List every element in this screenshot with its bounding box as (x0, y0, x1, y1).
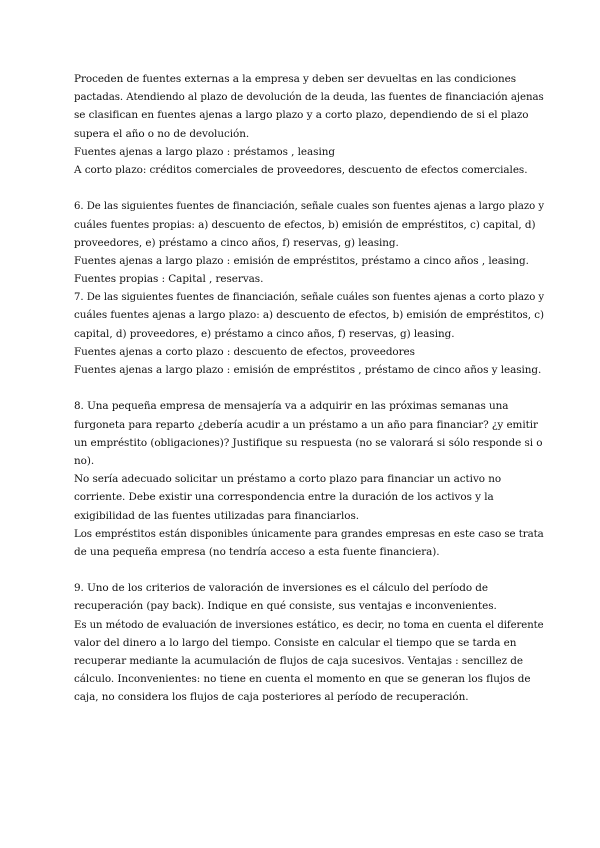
text-line: Fuentes ajenas a largo plazo : emisión de empréstitos, préstamo a cinco años , leasing. (74, 254, 529, 267)
text-line: 8. Una pequeña empresa de mensajería va a adquirir en las próximas semanas una (74, 400, 509, 413)
text-line: 6. De las siguientes fuentes de financiación, señale cuales son fuentes ajenas a largo plazo y (74, 200, 545, 213)
text-line: Fuentes ajenas a largo plazo : emisión de empréstitos , préstamo de cinco años y leasing. (74, 364, 542, 376)
question-8 (74, 397, 544, 561)
text-line: Fuentes ajenas a largo plazo : préstamos , leasing (74, 145, 335, 158)
document-page (74, 70, 544, 707)
text-line: valor del dinero a lo largo del tiempo. Consiste en calcular el tiempo que se tarda en (74, 636, 517, 649)
text-line: Los empréstitos están disponibles únicamente para grandes empresas en este caso se trata (74, 527, 544, 540)
question-9 (74, 579, 544, 706)
text-line: recuperación (pay back). Indique en qué consiste, sus ventajas e inconvenientes. (74, 600, 497, 613)
question-6 (74, 197, 544, 288)
text-line: cuáles fuentes propias: a) descuento de efectos, b) emisión de empréstitos, c) capital, d) (74, 218, 536, 231)
text-line: proveedores, e) préstamo a cinco años, f) reservas, g) leasing. (74, 236, 399, 249)
text-line: Es un método de evaluación de inversiones estático, es decir, no toma en cuenta el diferente (74, 618, 544, 631)
text-line: corriente. Debe existir una correspondencia entre la duración de los activos y la (74, 491, 494, 504)
text-line: pactadas. Atendiendo al plazo de devolución de la deuda, las fuentes de financiación ajenas (74, 91, 544, 104)
intro-paragraph (74, 70, 544, 179)
paragraph-gap (74, 561, 544, 579)
text-line: recuperar mediante la acumulación de flujos de caja sucesivos. Ventajas : sencillez de (74, 655, 523, 667)
text-line: No sería adecuado solicitar un préstamo a corto plazo para financiar un activo no (74, 473, 502, 486)
text-line: furgoneta para reparto ¿debería acudir a un préstamo a un año para financiar? ¿y emitir (74, 418, 538, 431)
text-line: no). (74, 454, 95, 467)
paragraph-gap (74, 179, 544, 197)
text-line: supera el año o no de devolución. (74, 127, 250, 140)
text-line: exigibilidad de las fuentes utilizadas para financiarlos. (74, 509, 360, 522)
text-line: cuáles fuentes ajenas a largo plazo: a) descuento de efectos, b) emisión de empréstitos, c) (74, 309, 545, 322)
text-line: se clasifican en fuentes ajenas a largo plazo y a corto plazo, dependiendo de si el plazo (74, 109, 529, 122)
text-line: cálculo. Inconvenientes: no tiene en cuenta el momento en que se generan los flujos de (74, 673, 531, 686)
text-line: un empréstito (obligaciones)? Justifique su respuesta (no se valorará si sólo responde si o (74, 436, 543, 449)
text-line: caja, no considera los flujos de caja posteriores al período de recuperación. (74, 691, 469, 704)
text-line: Fuentes propias : Capital , reservas. (74, 273, 264, 286)
text-line: 9. Uno de los criterios de valoración de inversiones es el cálculo del período de (74, 582, 488, 595)
question-7 (74, 288, 544, 379)
text-line: capital, d) proveedores, e) préstamo a cinco años, f) reservas, g) leasing. (74, 327, 455, 340)
text-line: de una pequeña empresa (no tendría acceso a esta fuente financiera). (74, 545, 440, 558)
text-line: A corto plazo: créditos comerciales de proveedores, descuento de efectos comerciales. (74, 163, 528, 176)
text-line: Fuentes ajenas a corto plazo : descuento de efectos, proveedores (74, 345, 415, 358)
text-line: 7. De las siguientes fuentes de financiación, señale cuáles son fuentes ajenas a corto plazo y (74, 291, 545, 304)
text-line: Proceden de fuentes externas a la empresa y deben ser devueltas en las condiciones (74, 73, 517, 85)
paragraph-gap (74, 379, 544, 397)
